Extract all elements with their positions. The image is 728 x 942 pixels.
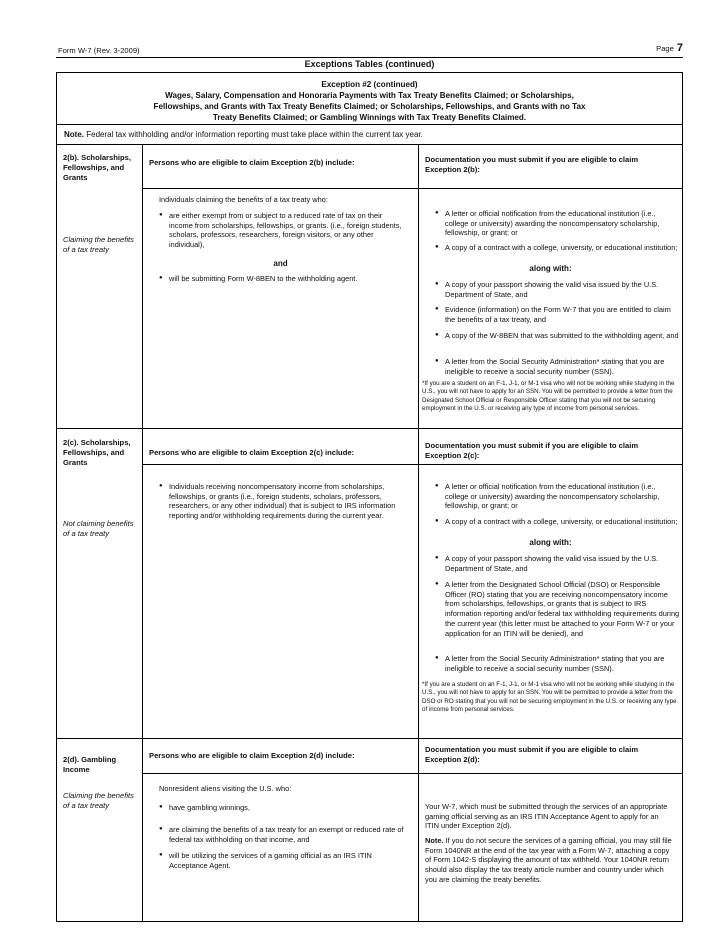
section-2b-divider bbox=[143, 188, 682, 189]
exception-line-1: Exception #2 (continued) bbox=[321, 80, 418, 89]
section-2c-doc-5: ● A letter from the Social Security Administration* stating that you are ineligible to receive a social security number (SSN). bbox=[435, 654, 680, 673]
note-label: Note. bbox=[64, 130, 84, 139]
note-row bbox=[57, 125, 682, 145]
section-2b-doc-1: ● A letter or official notification from the educational institution (i.e., college or university) awarding the noncompensatory scholarship, fellowship, or grant; or bbox=[435, 209, 680, 238]
section-2d-label: 2(d). Gambling Income bbox=[63, 755, 117, 774]
section-2b-along: along with: bbox=[529, 264, 572, 273]
section-2c bbox=[57, 429, 682, 739]
section-2c-doc-3: ● A copy of your passport showing the valid visa issued by the U.S. Department of State, and bbox=[435, 554, 680, 573]
section-2d-person-bullet-3: ● will be utilizing the services of a gaming official as an IRS ITIN Acceptance Agent. bbox=[159, 851, 405, 870]
section-2b-docs-head: Documentation you must submit if you are eligible to claim Exception 2(b): bbox=[425, 155, 639, 174]
exceptions-table bbox=[56, 72, 683, 922]
section-2d-doc-paragraph: Your W-7, which must be submitted through the services of an appropriate gaming official serving as an IRS ITIN Acceptance Agent to apply for an ITIN under Exception 2(d). bbox=[425, 802, 668, 831]
section-2c-persons-head: Persons who are eligible to claim Exception 2(c) include: bbox=[149, 448, 355, 457]
section-2c-along: along with: bbox=[529, 538, 572, 547]
section-2c-persons-col bbox=[143, 429, 419, 738]
section-2d-sub: Claiming the benefits of a tax treaty bbox=[63, 791, 134, 810]
exception-heading bbox=[57, 73, 682, 125]
section-2d-intro: Nonresident aliens visiting the U.S. who: bbox=[159, 784, 292, 793]
section-2d-note-text: If you do not secure the services of a gaming official, you may still file Form 1040NR at the end of the tax year with a Form W-7, attaching a copy of Form 1042-S displaying the amount of tax withheld. Your 1040NR return should also display the tax treaty article number and country under which you are claiming the treaty benefits. bbox=[425, 836, 672, 884]
section-2b-persons-head: Persons who are eligible to claim Exception 2(b) include: bbox=[149, 158, 355, 167]
section-2b-doc-5: ● A copy of the W-8BEN that was submitted to the withholding agent, and bbox=[435, 331, 680, 341]
section-2c-label-col bbox=[57, 429, 143, 738]
section-2b-person-bullet-2: ● will be submitting Form W-8BEN to the withholding agent. bbox=[159, 274, 405, 284]
section-2b-footnote: *If you are a student on an F-1, J-1, or M-1 visa who will not be working while studying in the U.S., you will not have to apply for an SSN. You will be permitted to provide a letter from the Designated School Official or Responsible Officer stating that you will not be securing employment in the U.S. or receiving any type of income from personal services. bbox=[422, 380, 675, 413]
section-2d-persons-col bbox=[143, 739, 419, 921]
section-2b-label: 2(b). Scholarships, Fellowships, and Grants bbox=[63, 153, 131, 182]
section-2b-doc-2: ● A copy of a contract with a college, university, or educational institution; bbox=[435, 243, 680, 253]
section-2d-persons-head: Persons who are eligible to claim Exception 2(d) include: bbox=[149, 751, 355, 760]
section-2c-label: 2(c). Scholarships, Fellowships, and Grants bbox=[63, 438, 131, 467]
top-rule bbox=[56, 57, 683, 58]
section-2b-doc-3: ● A copy of your passport showing the valid visa issued by the U.S. Department of State, and bbox=[435, 280, 680, 299]
section-2d-divider bbox=[143, 773, 682, 774]
exception-line-3: Fellowships, and Grants with Tax Treaty Benefits Claimed; or Scholarships, Fellowships, and Grants with no Tax bbox=[153, 102, 586, 111]
section-2b-intro: Individuals claiming the benefits of a tax treaty who: bbox=[159, 195, 328, 204]
section-2d-note-label: Note. bbox=[425, 836, 444, 845]
section-2b-and: and bbox=[273, 259, 288, 268]
section-2d-docs-head: Documentation you must submit if you are eligible to claim Exception 2(d): bbox=[425, 745, 639, 764]
section-2c-sub: Not claiming benefits of a tax treaty bbox=[63, 519, 134, 538]
section-2d-docs-col bbox=[419, 739, 682, 921]
section-2d-person-bullet-2: ● are claiming the benefits of a tax treaty for an exempt or reduced rate of federal tax withholding on that income, and bbox=[159, 825, 405, 844]
section-2c-doc-1: ● A letter or official notification from the educational institution (i.e., college or university) awarding the noncompensatory scholarship, fellowship, or grant; or bbox=[435, 482, 680, 511]
exception-line-2: Wages, Salary, Compensation and Honoraria Payments with Tax Treaty Benefits Claimed; or Scholarships, bbox=[165, 91, 574, 100]
section-2c-doc-2: ● A copy of a contract with a college, university, or educational institution; bbox=[435, 517, 680, 527]
section-title: Exceptions Tables (continued) bbox=[304, 59, 435, 69]
section-2c-doc-4: ● A letter from the Designated School Official (DSO) or Responsible Officer (RO) stating that you are receiving noncompensatory income from scholarships, fellowships, or grants that is subject to IRS information reporting and/or federal tax withholding requirements during the current year (this letter must be attached to your Form W-7 or your application for an ITIN will be denied), and bbox=[435, 580, 680, 638]
section-2c-docs-head: Documentation you must submit if you are eligible to claim Exception 2(c): bbox=[425, 441, 639, 460]
section-2d-doc-note bbox=[425, 836, 674, 885]
section-2d-person-bullet-1: ● have gambling winnings, bbox=[159, 803, 405, 813]
page-number: 7 bbox=[676, 42, 683, 54]
page-indicator bbox=[656, 42, 683, 54]
section-2b bbox=[57, 145, 682, 429]
section-2b-label-col bbox=[57, 145, 143, 428]
section-2b-doc-4: ● Evidence (information) on the Form W-7 that you are entitled to claim the benefits of a tax treaty, and bbox=[435, 305, 680, 324]
exception-line-4: Treaty Benefits Claimed; or Gambling Winnings with Tax Treaty Benefits Claimed. bbox=[212, 113, 527, 122]
page-word: Page bbox=[656, 44, 674, 53]
section-2b-doc-6: ● A letter from the Social Security Administration* stating that you are ineligible to receive a social security number (SSN). bbox=[435, 357, 680, 376]
note-text: Federal tax withholding and/or information reporting must take place within the current tax year. bbox=[86, 130, 423, 139]
section-2b-person-bullet-1: ● are either exempt from or subject to a reduced rate of tax on their income from scholarships, fellowships, or grants. (i.e., foreign students, scholars, professors, researchers, foreign visitors, or any other individual), bbox=[159, 211, 405, 250]
section-2d-label-col bbox=[57, 739, 143, 921]
section-2d bbox=[57, 739, 682, 921]
form-label: Form W-7 (Rev. 3-2009) bbox=[58, 46, 140, 55]
section-2b-sub: Claiming the benefits of a tax treaty bbox=[63, 235, 134, 254]
section-2c-divider bbox=[143, 464, 682, 465]
section-2c-footnote: *If you are a student on an F-1, J-1, or M-1 visa who will not be working while studying in the U.S., you will not have to apply for an SSN. You will be permitted to provide a letter from the DSO or RO stating that you will not be securing employment in the U.S. or receiving any type of income from personal services. bbox=[422, 681, 677, 714]
section-2c-person-bullet-1: ● Individuals receiving noncompensatory income from scholarships, fellowships, or grants (i.e., foreign students, scholars, professors, researchers, or any other individual) that is subject to IRS information reporting and/or withholding requirements during the current year. bbox=[159, 482, 409, 521]
section-2c-docs-col bbox=[419, 429, 682, 738]
